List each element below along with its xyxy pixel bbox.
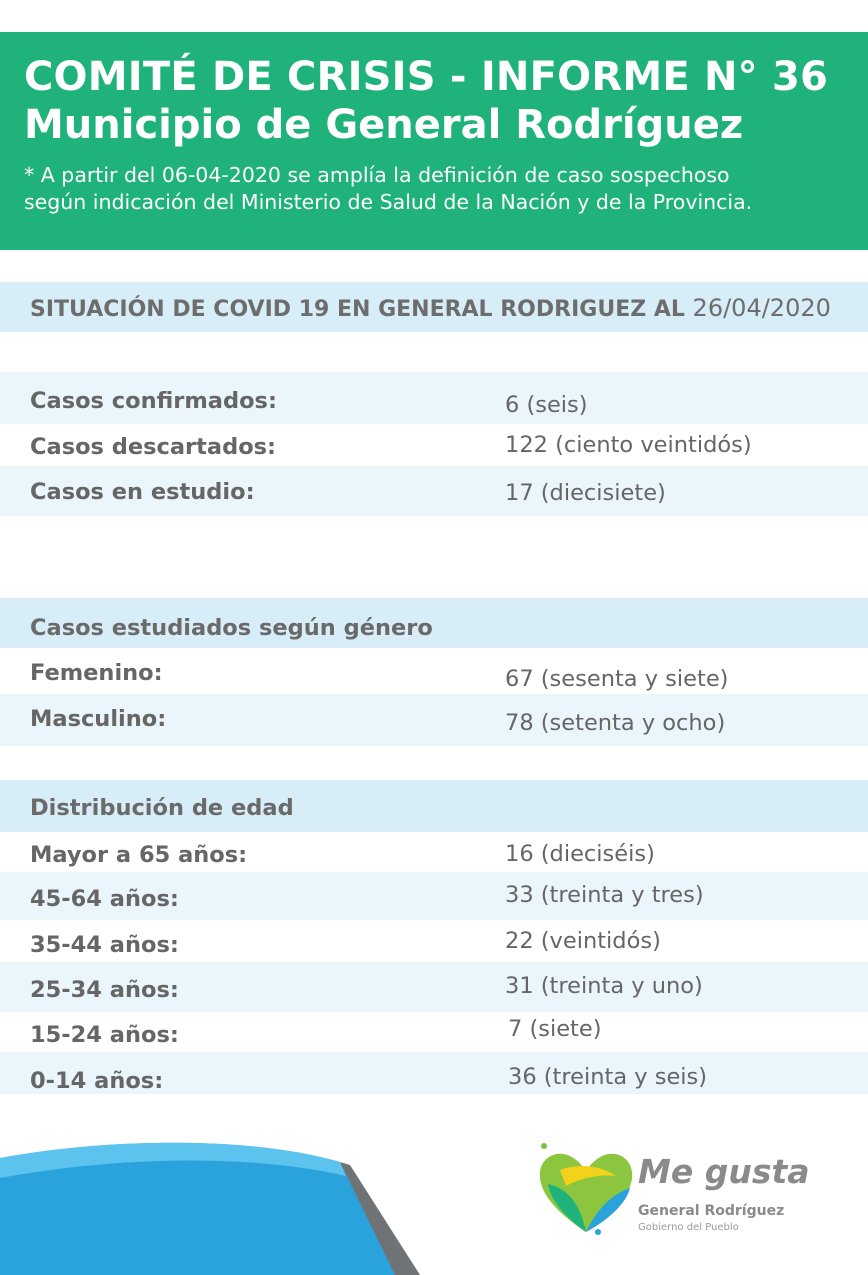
age-0-14-value: 36 (treinta y seis) (508, 1064, 708, 1090)
age-25-34-label: 25-34 años: (30, 977, 179, 1003)
municipality-title: Municipio de General Rodríguez (24, 102, 744, 148)
age-15-24-value: 7 (siete) (508, 1016, 602, 1042)
age-0-14-label: 0-14 años: (30, 1068, 164, 1094)
definition-note-line2: según indicación del Ministerio de Salud de la Nación y de la Provincia. (24, 190, 753, 214)
age-35-44-value: 22 (veintidós) (505, 928, 661, 954)
in-study-label: Casos en estudio: (30, 479, 255, 505)
definition-note (24, 162, 846, 216)
logo-slogan: Me gusta (638, 1152, 810, 1191)
age-15-24-label: 15-24 años: (30, 1022, 179, 1048)
gender-section-title: Casos estudiados según género (30, 615, 433, 641)
age-section-title: Distribución de edad (30, 795, 294, 821)
confirmed-value: 6 (seis) (505, 392, 588, 418)
situation-banner (0, 282, 868, 332)
female-label: Femenino: (30, 660, 163, 686)
female-value: 67 (sesenta y siete) (505, 666, 729, 692)
discarded-value: 122 (ciento veintidós) (505, 432, 752, 458)
age-over-65-value: 16 (dieciséis) (505, 841, 655, 867)
situation-title (30, 294, 831, 322)
male-label: Masculino: (30, 706, 167, 732)
age-35-44-label: 35-44 años: (30, 932, 179, 958)
age-45-64-label: 45-64 años: (30, 886, 179, 912)
logo-name: General Rodríguez (638, 1203, 785, 1219)
discarded-label: Casos descartados: (30, 434, 277, 460)
report-title: COMITÉ DE CRISIS - INFORME N° 36 (24, 54, 829, 100)
report-header (0, 32, 868, 250)
situation-date: 26/04/2020 (692, 294, 831, 322)
male-value: 78 (setenta y ocho) (505, 710, 726, 736)
age-25-34-value: 31 (treinta y uno) (505, 973, 703, 999)
definition-note-line1: * A partir del 06-04-2020 se amplía la definición de caso sospechoso (24, 163, 730, 187)
in-study-value: 17 (diecisiete) (505, 480, 666, 506)
age-45-64-value: 33 (treinta y tres) (505, 882, 704, 908)
age-over-65-label: Mayor a 65 años: (30, 842, 248, 868)
heart-icon (536, 1140, 636, 1240)
confirmed-label: Casos confirmados: (30, 388, 277, 414)
municipality-logo (536, 1140, 810, 1240)
situation-title-text: SITUACIÓN DE COVID 19 EN GENERAL RODRIGUEZ AL (30, 297, 693, 322)
logo-tagline: Gobierno del Pueblo (638, 1222, 739, 1233)
